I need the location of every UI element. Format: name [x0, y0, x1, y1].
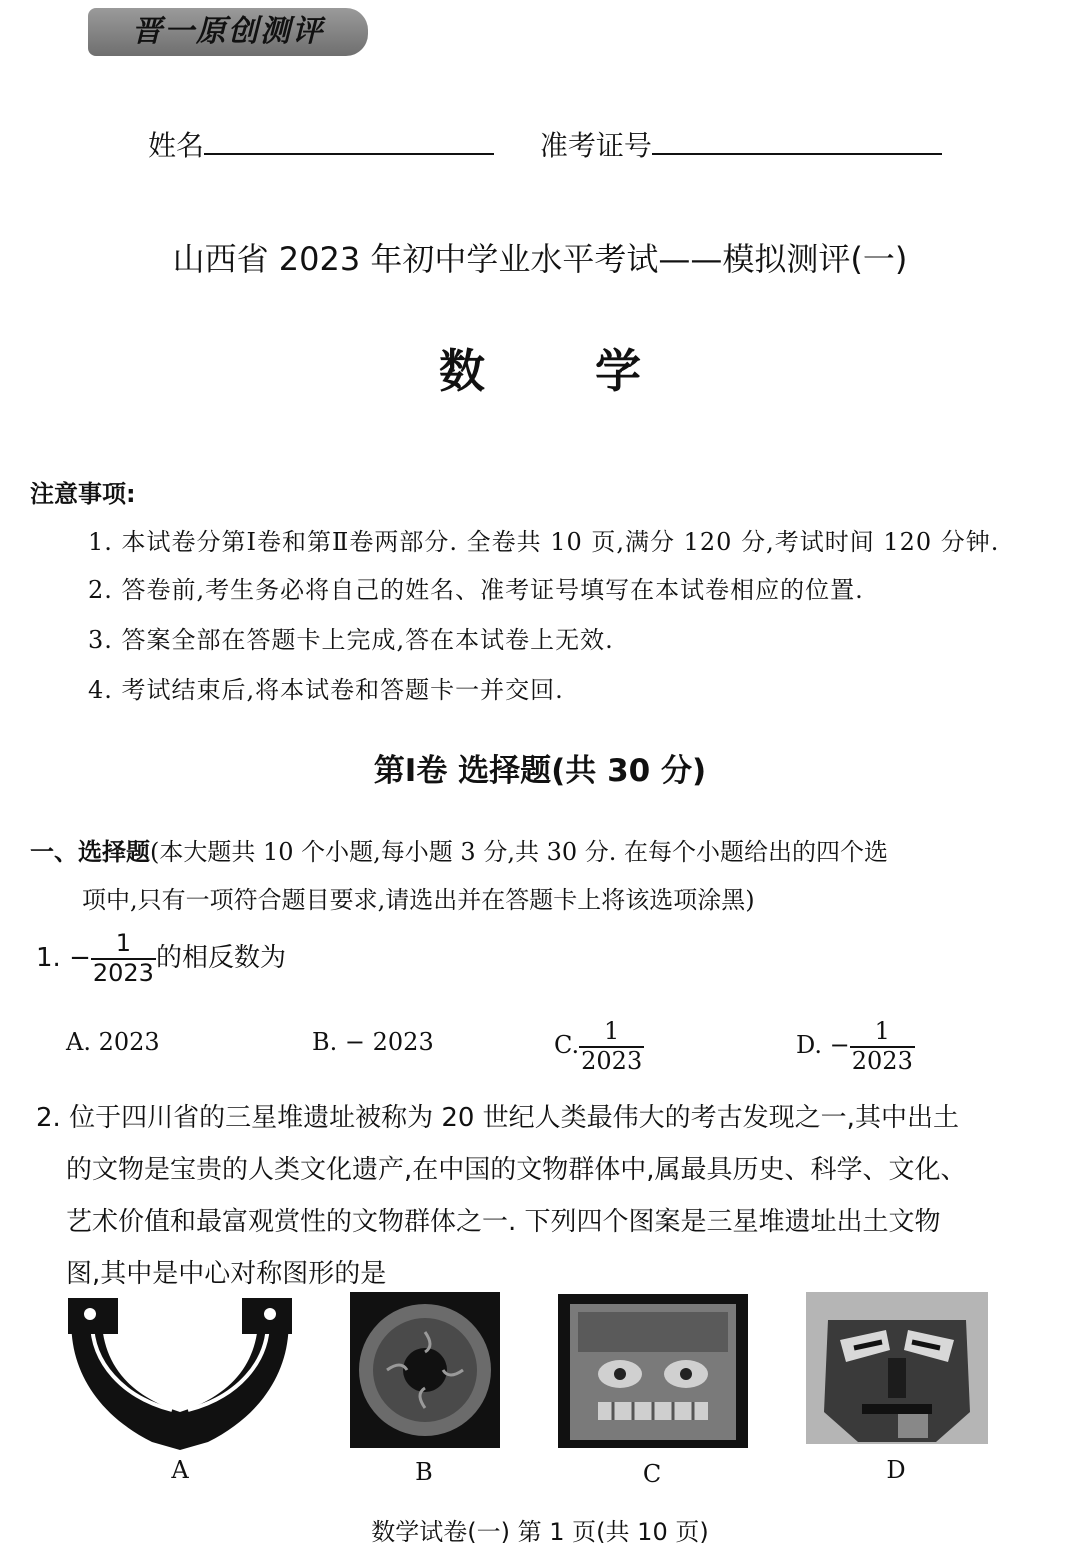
option-a[interactable]: A. 2023	[66, 1028, 160, 1056]
brand-badge: 晋一原创测评	[88, 8, 368, 56]
part-heading	[30, 828, 1060, 924]
artifact-image-b[interactable]	[350, 1292, 500, 1448]
question-2-line: 2. 位于四川省的三星堆遗址被称为 20 世纪人类最伟大的考古发现之一,其中出土	[36, 1103, 959, 1133]
minus-sign: −	[69, 943, 91, 974]
question-2-line: 图,其中是中心对称图形的是	[66, 1259, 387, 1289]
fraction: $\frac{1}{2023}$	[92, 929, 154, 987]
question-number: 1.	[36, 943, 61, 974]
note-item: 3. 答案全部在答题卡上完成,答在本试卷上无效.	[88, 626, 614, 654]
question-text: 的相反数为	[155, 943, 286, 974]
artifact-image-c[interactable]	[558, 1294, 748, 1448]
note-item: 4. 考试结束后,将本试卷和答题卡一并交回.	[88, 676, 564, 704]
exam-number-label: 准考证号	[539, 129, 652, 162]
artifact-image-d[interactable]	[806, 1292, 988, 1444]
subject-title: 数学	[439, 344, 751, 398]
note-item: 1. 本试卷分第Ⅰ卷和第Ⅱ卷两部分. 全卷共 10 页,满分 120 分,考试时间 120 分钟.	[88, 528, 1000, 556]
page-footer: 数学试卷(一) 第 1 页(共 10 页)	[371, 1518, 709, 1546]
note-item: 2. 答卷前,考生务必将自己的姓名、准考证号填写在本试卷相应的位置.	[88, 576, 864, 604]
option-d[interactable]: D. − $\frac{1}{2023}$	[796, 1017, 913, 1075]
name-label: 姓名	[148, 129, 205, 162]
part-description: (本大题共 10 个小题,每小题 3 分,共 30 分. 在每个小题给出的四个选	[150, 838, 888, 866]
option-c[interactable]: C. $\frac{1}{2023}$	[554, 1017, 643, 1075]
question-2-line: 艺术价值和最富观赏性的文物群体之一. 下列四个图案是三星堆遗址出土文物	[66, 1207, 941, 1237]
option-b[interactable]: B. − 2023	[312, 1028, 434, 1056]
name-blank[interactable]	[204, 125, 494, 155]
artifact-label-c: C	[642, 1460, 662, 1488]
section-title: 第Ⅰ卷 选择题(共 30 分)	[373, 753, 707, 789]
exam-number-blank[interactable]	[652, 125, 942, 155]
artifact-image-a[interactable]	[62, 1292, 298, 1450]
candidate-info-row	[148, 124, 942, 164]
notes-title: 注意事项:	[30, 480, 136, 508]
artifact-label-a: A	[171, 1456, 189, 1484]
artifact-label-d: D	[886, 1456, 906, 1484]
question-1	[36, 930, 286, 987]
exam-title: 山西省 2023 年初中学业水平考试——模拟测评(一)	[172, 240, 908, 278]
artifact-label-b: B	[415, 1458, 433, 1486]
question-2	[36, 1092, 1056, 1300]
part-label: 一、选择题	[30, 838, 150, 866]
part-description-cont: 项中,只有一项符合题目要求,请选出并在答题卡上将该选项涂黑)	[82, 886, 755, 914]
question-2-line: 的文物是宝贵的人类文化遗产,在中国的文物群体中,属最具历史、科学、文化、	[66, 1155, 967, 1185]
